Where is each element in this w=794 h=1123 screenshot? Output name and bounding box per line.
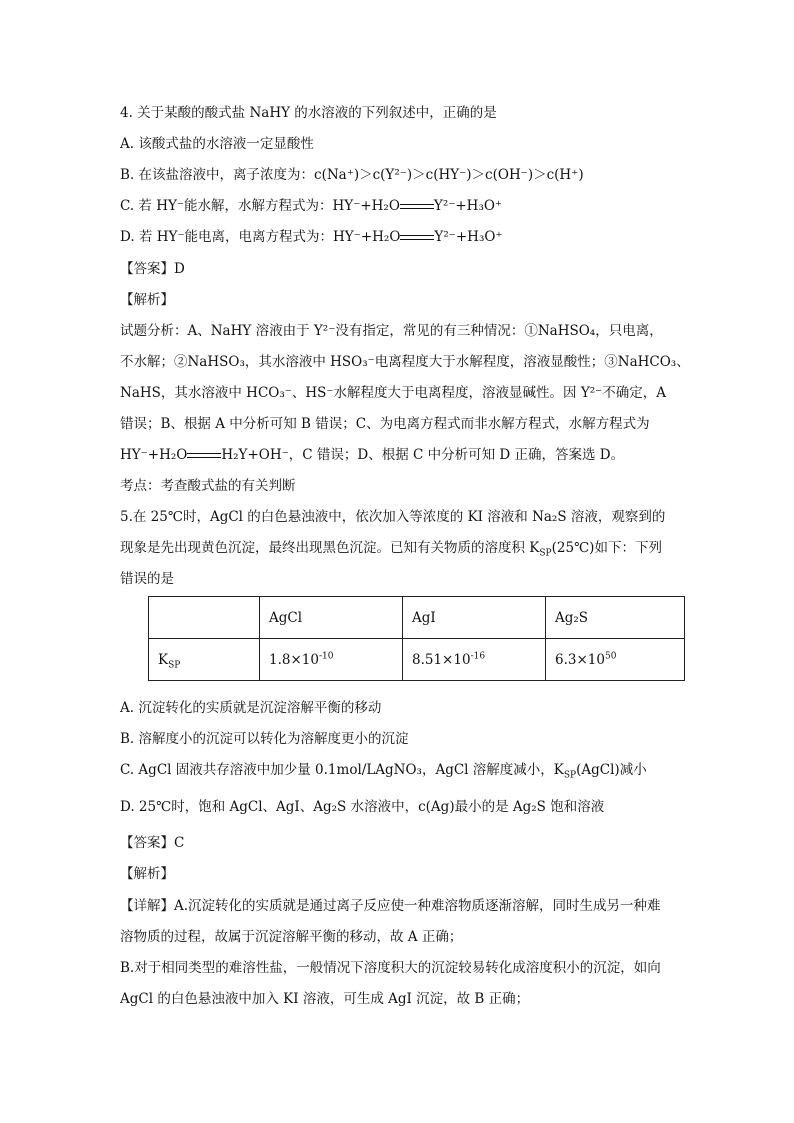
q4-analysis-line: 错误；B、根据 A 中分析可知 B 错误；C、为电离方程式而非水解方程式，水解方程式为 (120, 416, 650, 432)
q4-option-c (120, 197, 502, 215)
table-row (149, 639, 685, 681)
table-cell (260, 639, 403, 681)
equilibrium-arrow-icon (187, 451, 221, 461)
q5-option-c (120, 761, 647, 779)
q5-option-c-rest: (AgCl)减小 (576, 762, 647, 778)
q4-stem: 4. 关于某酸的酸式盐 NaHY 的水溶液的下列叙述中，正确的是 (120, 105, 497, 121)
q5-detail-line: B.对于相同类型的难溶性盐，一般情况下溶度积大的沉淀较易转化成溶度积小的沉淀，如向 (120, 960, 661, 976)
q4-analysis-equation-rest: H₂Y+OH⁻，C 错误；D、根据 C 中分析可知 D 正确，答案选 D。 (221, 447, 625, 463)
ksp-table (148, 596, 685, 681)
table-cell-value: 1.8×10 (269, 651, 319, 668)
q5-stem: 错误的是 (120, 571, 174, 587)
table-header-cell: Ag₂S (546, 597, 685, 639)
q5-stem-rest: (25℃)如下：下列 (551, 540, 662, 556)
equilibrium-arrow-icon (400, 202, 434, 212)
q4-option-d-text: D. 若 HY⁻能电离，电离方程式为：HY⁻+H₂O (120, 229, 401, 245)
q5-option-b: B. 溶解度小的沉淀可以转化为溶解度更小的沉淀 (120, 731, 409, 747)
q4-option-c-products: Y²⁻+H₃O⁺ (433, 198, 503, 214)
table-cell (403, 639, 546, 681)
equilibrium-arrow-icon (400, 233, 434, 243)
q5-option-a: A. 沉淀转化的实质就是沉淀溶解平衡的移动 (120, 700, 382, 716)
table-cell-exponent: 50 (604, 651, 617, 661)
q5-stem (120, 539, 662, 557)
q5-option-c-text: C. AgCl 固液共存溶液中加少量 0.1mol/LAgNO₃，AgCl 溶解度减小，K (120, 762, 564, 778)
table-row-label (149, 639, 260, 681)
q4-option-d-products: Y²⁻+H₃O⁺ (434, 229, 503, 245)
q4-analysis-line: 试题分析：A、NaHY 溶液由于 Y²⁻没有指定，常见的有三种情况：①NaHSO₄，只电离， (120, 323, 663, 339)
q5-analysis-label: 【解析】 (120, 866, 174, 882)
q4-answer: 【答案】D (120, 261, 185, 277)
q5-detail-line: 【详解】A.沉淀转化的实质就是通过离子反应使一种难溶物质逐渐溶解，同时生成另一种难 (120, 898, 661, 914)
q4-analysis-line: 不水解；②NaHSO₃，其水溶液中 HSO₃⁻电离程度大于水解程度，溶液显酸性；③NaHCO₃、 (120, 354, 690, 370)
ksp-label: K (158, 651, 169, 668)
table-cell-value: 6.3×10 (555, 651, 605, 668)
table-cell-exponent: -16 (470, 651, 486, 661)
q4-kaodian: 考点：考查酸式盐的有关判断 (120, 478, 296, 494)
table-cell (546, 639, 685, 681)
q4-analysis-line (120, 446, 624, 464)
q5-detail-line: AgCl 的白色悬浊液中加入 KI 溶液，可生成 AgI 沉淀，故 B 正确； (120, 991, 530, 1007)
table-header-cell: AgCl (260, 597, 403, 639)
table-cell-exponent: -10 (318, 651, 334, 661)
q4-option-a: A. 该酸式盐的水溶液一定显酸性 (120, 136, 314, 152)
table-header-row (149, 597, 685, 639)
ksp-subscript: SP (539, 548, 552, 559)
q4-analysis-line: NaHS，其水溶液中 HCO₃⁻、HS⁻水解程度大于电离程度，溶液显碱性。因 Y²⁻不确定，A (120, 385, 667, 401)
q4-analysis-equation: HY⁻+H₂O (120, 447, 188, 463)
table-header-cell (149, 597, 260, 639)
q5-detail-line: 溶物质的过程，故属于沉淀溶解平衡的移动，故 A 正确； (120, 929, 463, 945)
q5-stem: 5.在 25℃时，AgCl 的白色悬浊液中，依次加入等浓度的 KI 溶液和 Na₂S 溶液，观察到的 (120, 509, 666, 525)
q4-analysis-label: 【解析】 (120, 292, 174, 308)
ksp-subscript: SP (168, 660, 181, 671)
q4-option-b-text: B. 在该盐溶液中，离子浓度为：c(Na (120, 167, 347, 183)
q4-option-d (120, 228, 503, 246)
q5-stem-text: 现象是先出现黄色沉淀，最终出现黑色沉淀。已知有关物质的溶度积 K (120, 540, 540, 556)
q4-option-b (120, 166, 584, 184)
ksp-subscript: SP (563, 770, 577, 781)
q5-option-d: D. 25℃时，饱和 AgCl、AgI、Ag₂S 水溶液中，c(Ag)最小的是 Ag₂S 饱和溶液 (120, 799, 605, 815)
table-cell-value: 8.51×10 (412, 651, 471, 668)
table-header-cell: AgI (403, 597, 546, 639)
q5-answer: 【答案】C (120, 835, 185, 851)
q4-option-c-text: C. 若 HY⁻能水解，水解方程式为：HY⁻+H₂O (120, 198, 400, 214)
q4-option-b-rest: ⁺)＞c(Y²⁻)＞c(HY⁻)＞c(OH⁻)＞c(H⁺) (346, 167, 584, 183)
